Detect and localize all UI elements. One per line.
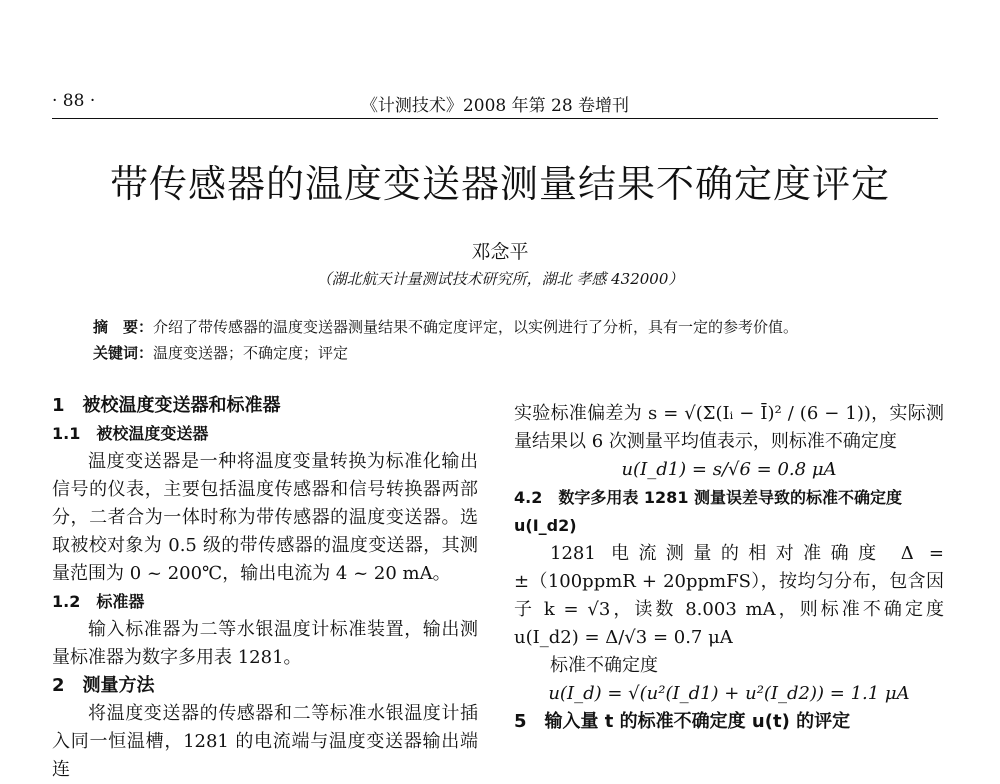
abstract-label: 摘 要： (93, 318, 154, 336)
paper-title: 带传感器的温度变送器测量结果不确定度评定 (109, 162, 890, 206)
equation-u-id1: u(I_d1) = s/√6 = 0.8 μA (621, 459, 837, 480)
author-name: 邓念平 (471, 241, 529, 263)
affiliation: （湖北航天计量测试技术研究所，湖北 孝感 432000） (316, 270, 684, 288)
section-1-2-heading: 1.2 标准器 (52, 592, 145, 611)
section-1-2-text: 输入标准器为二等水银温度计标准装置，输出测量标准器为数字多用表 1281。 (52, 619, 478, 668)
std-dev-paragraph: 实验标准偏差为 s = √(Σ(Iᵢ − Ī)² / (6 − 1))，实际测量结果以 6 次测量平均值表示，则标准不确定度 (514, 403, 944, 452)
left-column (52, 392, 478, 784)
section-2-heading: 2 测量方法 (52, 675, 155, 696)
abstract-line (93, 314, 953, 340)
keywords-text: 温度变送器；不确定度；评定 (153, 344, 349, 362)
section-1-1-heading: 1.1 被校温度变送器 (52, 424, 209, 443)
running-header (52, 91, 938, 116)
combined-uncertainty-label: 标准不确定度 (550, 655, 658, 676)
equation-u-id: u(I_d) = √(u²(I_d1) + u²(I_d2)) = 1.1 μA (548, 683, 910, 704)
keywords-label: 关键词： (93, 344, 154, 362)
section-1-1-text: 温度变送器是一种将温度变量转换为标准化输出信号的仪表，主要包括温度传感器和信号转换器两部分，二者合为一体时称为带传感器的温度变送器。选取被校对象为 0.5 级的带传感器的温度变送器，其测量范围为 0 ~ 200℃，输出电流为 4 ~ 20 mA。 (52, 451, 478, 584)
right-column (514, 400, 944, 736)
section-2-text: 将温度变送器的传感器和二等标准水银温度计插入同一恒温槽，1281 的电流端与温度变送器输出端连 (52, 703, 478, 780)
page-number: · 88 · (52, 91, 96, 111)
section-4-2-heading: 4.2 数字多用表 1281 测量误差导致的标准不确定度 u(I_d2) (514, 488, 903, 535)
section-4-2-text: 1281 电流测量的相对准确度 Δ = ±（100ppmR + 20ppmFS），按均匀分布，包含因子 k = √3，读数 8.003 mA，则标准不确定度 u(I_d2) = Δ/√3 = 0.7 μA (514, 543, 944, 648)
keywords-line (93, 340, 953, 366)
header-rule (52, 118, 938, 119)
section-1-heading: 1 被校温度变送器和标准器 (52, 395, 281, 416)
abstract-text: 介绍了带传感器的温度变送器测量结果不确定度评定，以实例进行了分析，具有一定的参考价值。 (153, 318, 799, 336)
section-5-heading: 5 输入量 t 的标准不确定度 u(t) 的评定 (514, 711, 851, 732)
abstract-block (93, 314, 953, 366)
journal-name: 《计测技术》2008 年第 28 卷增刊 (360, 96, 630, 116)
